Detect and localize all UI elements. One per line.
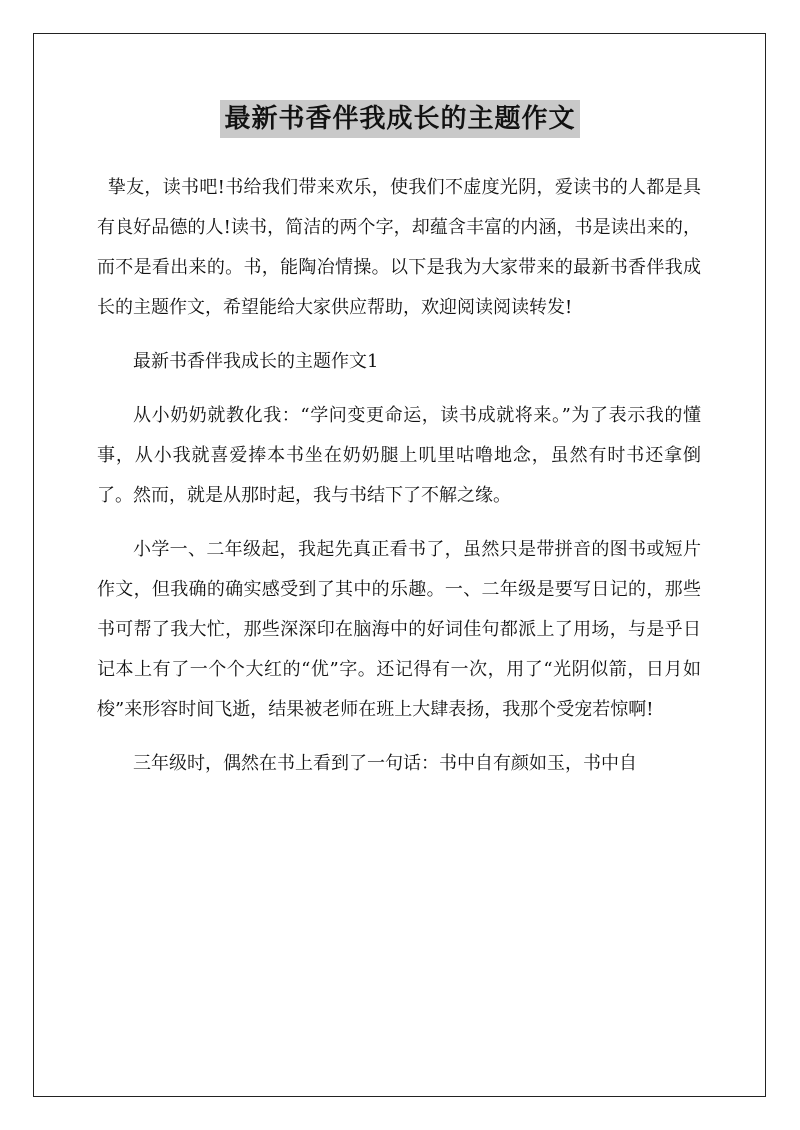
body-paragraph: 三年级时，偶然在书上看到了一句话：书中自有颜如玉，书中自: [133, 753, 637, 774]
essay-heading: 最新书香伴我成长的主题作文1: [133, 351, 379, 372]
body-paragraph: 从小奶奶就教化我：“学问变更命运，读书成就将来。”为了表示我的懂事，从小我就喜爱捧本书坐在奶奶腿上叽里咕噜地念，虽然有时书还拿倒了。然而，就是从那时起，我与书结下了不解之缘。: [97, 405, 701, 506]
title-container: [0, 100, 800, 138]
document-title: 最新书香伴我成长的主题作文: [220, 100, 579, 138]
body-paragraph: 小学一、二年级起，我起先真正看书了，虽然只是带拼音的图书或短片作文，但我确的确实感受到了其中的乐趣。一、二年级是要写日记的，那些书可帮了我大忙，那些深深印在脑海中的好词佳句都派上了用场，与是乎日记本上有了一个个大红的“优”字。还记得有一次，用了“光阴似箭，日月如梭”来形容时间飞逝，结果被老师在班上大肆表扬，我那个受宠若惊啊!: [97, 539, 701, 720]
intro-paragraph: 挚友，读书吧!书给我们带来欢乐，使我们不虚度光阴，爱读书的人都是具有良好品德的人!读书，简洁的两个字，却蕴含丰富的内涵，书是读出来的，而不是看出来的。书，能陶冶情操。以下是我为大家带来的最新书香伴我成长的主题作文，希望能给大家供应帮助，欢迎阅读阅读转发!: [97, 177, 701, 318]
document-body: [97, 168, 701, 784]
